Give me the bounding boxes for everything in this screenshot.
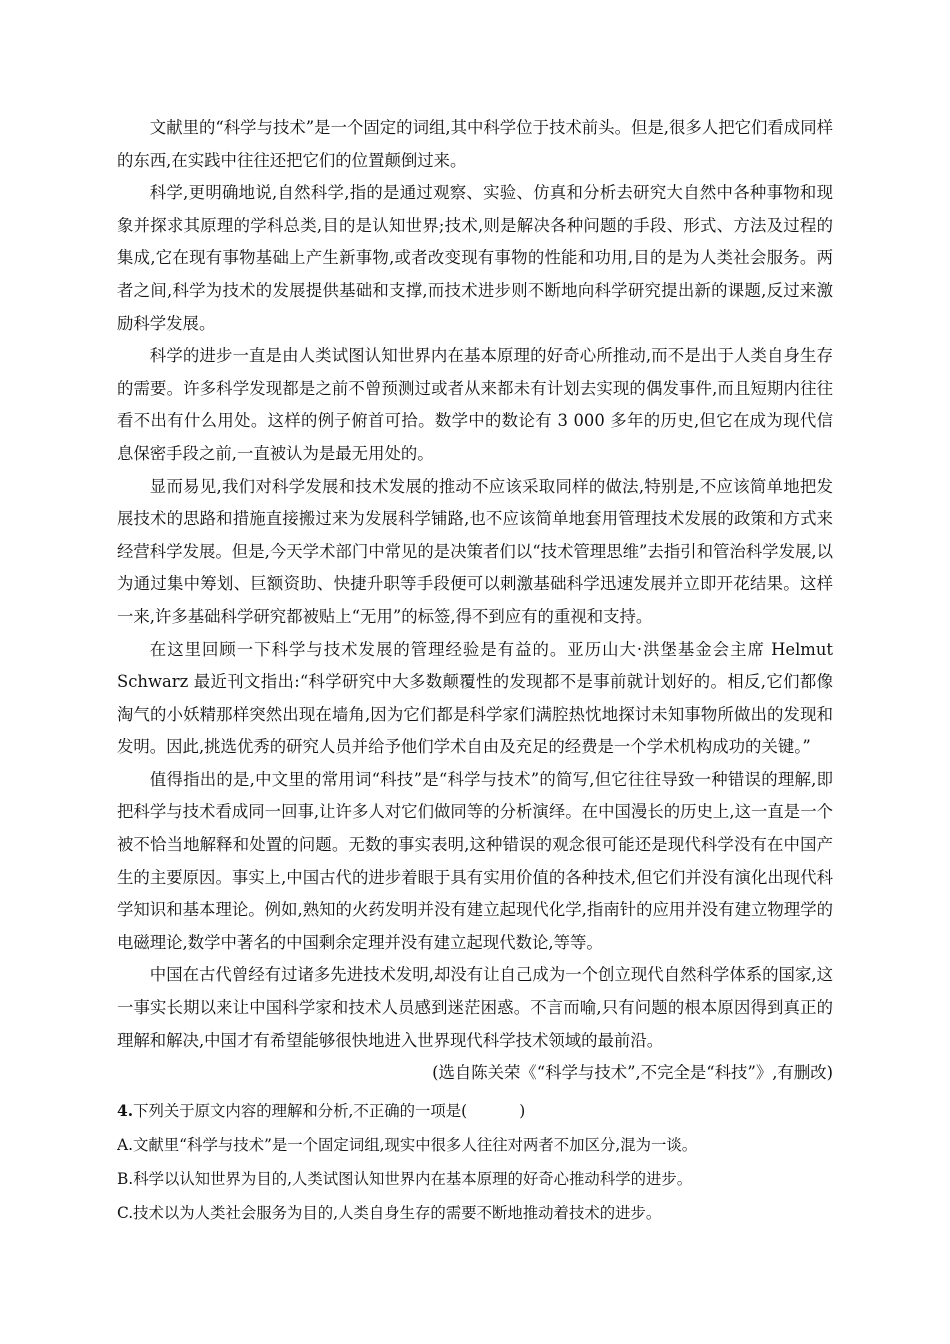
option-a: A.文献里“科学与技术”是一个固定词组,现实中很多人往往对两者不加区分,混为一谈。 bbox=[117, 1136, 698, 1154]
question-number: 4. bbox=[117, 1102, 134, 1120]
option-b: B.科学以认知世界为目的,人类试图认知世界内在基本原理的好奇心推动科学的进步。 bbox=[117, 1170, 693, 1188]
question-stem bbox=[117, 1094, 833, 1128]
question-text-end: ) bbox=[519, 1102, 526, 1120]
option-c: C.技术以为人类社会服务为目的,人类自身生存的需要不断地推动着技术的进步。 bbox=[117, 1204, 662, 1222]
paragraph-4: 显而易见,我们对科学发展和技术发展的推动不应该采取同样的做法,特别是,不应该简单地把发展技术的思路和措施直接搬过来为发展科学铺路,也不应该简单地套用管理技术发展的政策和方式来经营科学发展。但是,今天学术部门中常见的是决策者们以“技术管理思维”去指引和管治科学发展,以为通过集中筹划、巨额资助、快捷升职等手段便可以刺激基础科学迅速发展并立即开花结果。这样一来,许多基础科学研究都被贴上“无用”的标签,得不到应有的重视和支持。 bbox=[117, 476, 833, 626]
paragraph-7: 中国在古代曾经有过诸多先进技术发明,却没有让自己成为一个创立现代自然科学体系的国家,这一事实长期以来让中国科学家和技术人员感到迷茫困惑。不言而喻,只有问题的根本原因得到真正的理解和解决,中国才有希望能够很快地进入世界现代科学技术领域的最前沿。 bbox=[117, 965, 833, 1050]
question-text: 下列关于原文内容的理解和分析,不正确的一项是( bbox=[133, 1102, 468, 1120]
paragraph-2: 科学,更明确地说,自然科学,指的是通过观察、实验、仿真和分析去研究大自然中各种事物和现象并探求其原理的学科总类,目的是认知世界;技术,则是解决各种问题的手段、形式、方法及过程的集成,它在现有事物基础上产生新事物,或者改变现有事物的性能和功用,目的是为人类社会服务。两者之间,科学为技术的发展提供基础和支撑,而技术进步则不断地向科学研究提出新的课题,反过来激励科学发展。 bbox=[117, 183, 833, 333]
paragraph-1: 文献里的“科学与技术”是一个固定的词组,其中科学位于技术前头。但是,很多人把它们看成同样的东西,在实践中往往还把它们的位置颠倒过来。 bbox=[117, 118, 833, 170]
paragraph-5: 在这里回顾一下科学与技术发展的管理经验是有益的。亚历山大·洪堡基金会主席 Helmut Schwarz 最近刊文指出:“科学研究中大多数颠覆性的发现都不是事前就计划好的。相反,它们都像淘气的小妖精那样突然出现在墙角,因为它们都是科学家们满腔热忱地探讨未知事物所做出的发现和发明。因此,挑选优秀的研究人员并给予他们学术自由及充足的经费是一个学术机构成功的关键。” bbox=[117, 639, 833, 757]
paragraph-3: 科学的进步一直是由人类试图认知世界内在基本原理的好奇心所推动,而不是出于人类自身生存的需要。许多科学发现都是之前不曾预测过或者从来都未有计划去实现的偶发事件,而且短期内往往看不出有什么用处。这样的例子俯首可拾。数学中的数论有 3 000 多年的历史,但它在成为现代信息保密手段之前,一直被认为是最无用处的。 bbox=[117, 346, 833, 463]
paragraph-6: 值得指出的是,中文里的常用词“科技”是“科学与技术”的简写,但它往往导致一种错误的理解,即把科学与技术看成同一回事,让许多人对它们做同等的分析演绎。在中国漫长的历史上,这一直是一个被不恰当地解释和处置的问题。无数的事实表明,这种错误的观念很可能还是现代科学没有在中国产生的主要原因。事实上,中国古代的进步着眼于具有实用价值的各种技术,但它们并没有演化出现代科学知识和基本理论。例如,熟知的火药发明并没有建立起现代化学,指南针的应用并没有建立物理学的电磁理论,数学中著名的中国剩余定理并没有建立起现代数论,等等。 bbox=[117, 769, 833, 952]
reading-passage bbox=[117, 112, 833, 1090]
source-citation: (选自陈关荣《“科学与技术”,不完全是“科技”》,有删改) bbox=[432, 1063, 833, 1083]
question-block bbox=[117, 1094, 833, 1230]
